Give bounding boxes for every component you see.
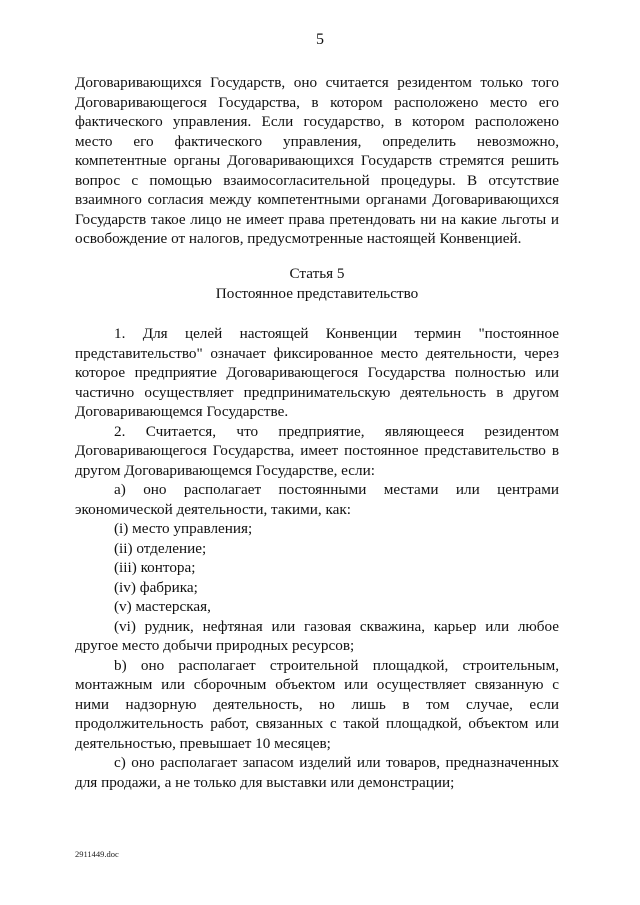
article-number: Статья 5 (289, 265, 345, 282)
article-body (75, 324, 559, 792)
intro-block (75, 73, 559, 249)
file-name-footer: 2911449.doc (75, 849, 119, 859)
intro-paragraph: Договаривающихся Государств, оно считается резидентом только того Договаривающегося Государства, в котором расположено место его фактического управления. Если государство, в котором расположено место его фактического управления, определить невозможно, компетентные органы Договаривающихся Государств стремятся решить вопрос с помощью взаимосогласительной процедуры. В отсутствие взаимного согласия между компетентными органами Договаривающихся Государств такое лицо не имеет права претендовать ни на какие льготы и освобождение от налогов, предусмотренные настоящей Конвенцией. (75, 74, 559, 247)
page-number: 5 (316, 31, 324, 48)
clause-b: b) оно располагает строительной площадкой, строительным, монтажным или сборочным объектом или осуществляет связанную с ними надзорную деятельность, но лишь в том случае, если продолжительность работ, связанных с такой площадкой, объектом или деятельностью, превышает 10 месяцев; (75, 656, 559, 752)
list-item: (i) место управления; (114, 520, 253, 537)
clause-a: а) оно располагает постоянными местами или центрами экономической деятельности, такими, как: (75, 481, 559, 518)
paragraph-2: 2. Считается, что предприятие, являющееся резидентом Договаривающегося Государства, имеет постоянное представительство в другом Договаривающемся Государстве, если: (75, 422, 559, 479)
list-item: (iv) фабрика; (114, 578, 198, 596)
list-item: (iii) контора; (114, 559, 196, 576)
clause-c: c) оно располагает запасом изделий или товаров, предназначенных для продажи, а не только для выставки или демонстрации; (75, 754, 559, 791)
list-item: (v) мастерская, (114, 598, 211, 615)
paragraph-1: 1. Для целей настоящей Конвенции термин "постоянное представительство" означает фиксированное место деятельности, через которое предприятие Договаривающегося Государства полностью или частично осуществляет предпринимательскую деятельность в другом Договаривающемся Государстве. (75, 325, 559, 420)
list-item-vi: (vi) рудник, нефтяная или газовая скважина, карьер или любое другое место добычи природных ресурсов; (75, 617, 559, 654)
article-heading (75, 264, 559, 304)
list-item: (ii) отделение; (114, 539, 207, 557)
article-title: Постоянное представительство (215, 285, 419, 302)
